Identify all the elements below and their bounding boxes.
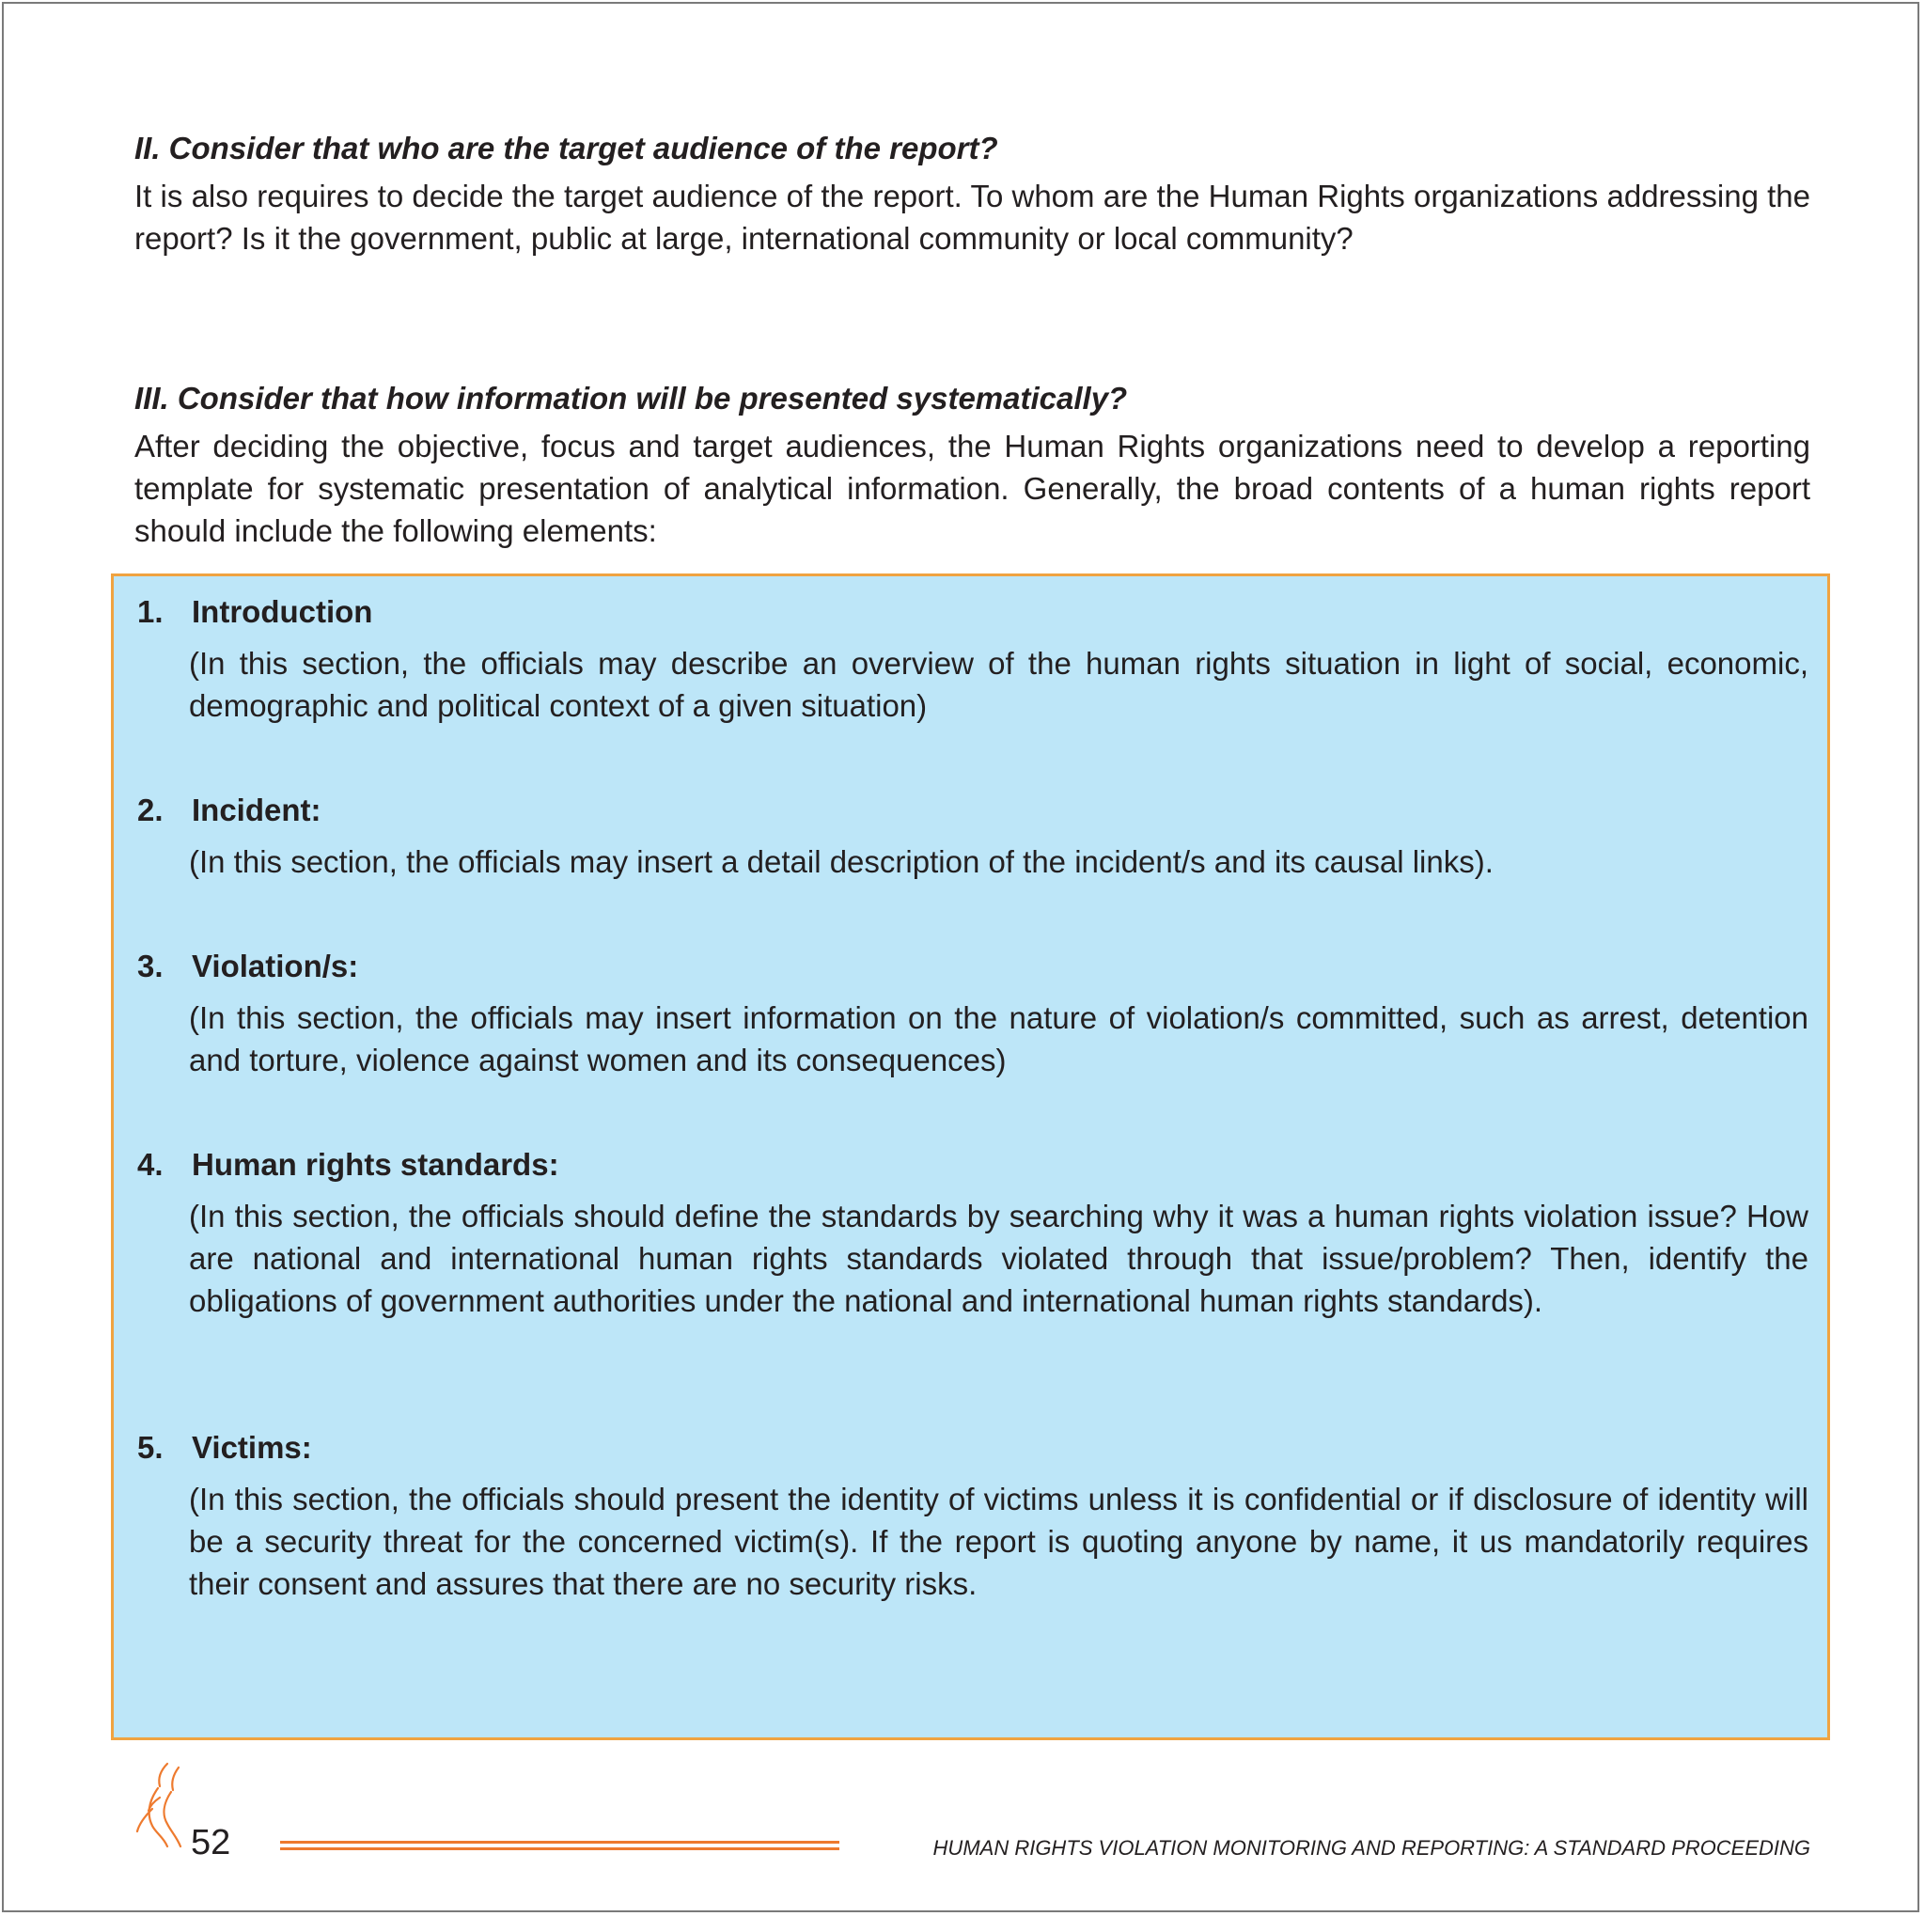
element-description: (In this section, the officials may insert information on the nature of violation/s committed, such as arrest, detention and torture, violence against women and its consequences) [189, 1000, 1808, 1077]
element-title-text: Human rights standards: [192, 1147, 559, 1182]
dancing-figures-logo-icon [132, 1760, 194, 1854]
element-description: (In this section, the officials should define the standards by searching why it was a human rights violation issue? How are national and international human rights standards violated through that issue/problem? Then, identify the obligations of government authorities under the national and international human rights standards). [189, 1199, 1808, 1318]
element-title-text: Introduction [192, 594, 373, 629]
section-heading: II. Consider that who are the target audience of the report? [134, 131, 998, 165]
element-title [137, 946, 1808, 987]
section-heading: III. Consider that how information will be presented systematically? [134, 381, 1128, 416]
element-title [137, 1427, 1808, 1469]
element-description: (In this section, the officials may describe an overview of the human rights situation in light of social, economic, demographic and political context of a given situation) [189, 646, 1808, 723]
element-description: (In this section, the officials may insert a detail description of the incident/s and its causal links). [189, 844, 1494, 879]
element-item-introduction [137, 591, 1808, 727]
element-number: 2. [137, 793, 164, 827]
element-item-violations [137, 946, 1808, 1081]
element-number: 4. [137, 1147, 164, 1182]
element-title [137, 591, 1808, 633]
element-number: 5. [137, 1430, 164, 1465]
report-elements-box [111, 573, 1830, 1740]
section-paragraph: It is also requires to decide the target audience of the report. To whom are the Human Rights organizations addressing the report? Is it the government, public at large, international community or local community? [134, 179, 1810, 256]
element-number: 3. [137, 949, 164, 983]
section-paragraph: After deciding the objective, focus and target audiences, the Human Rights organizations need to develop a reporting template for systematic presentation of analytical information. Generally, the broad contents of a human rights report should include the following elements: [134, 429, 1810, 548]
footer-rule-line [280, 1847, 839, 1850]
element-item-victims [137, 1427, 1808, 1605]
element-item-human-rights-standards [137, 1144, 1808, 1322]
element-title [137, 1144, 1808, 1186]
element-title-text: Violation/s: [192, 949, 359, 983]
element-description: (In this section, the officials should present the identity of victims unless it is confidential or if disclosure of identity will be a security threat for the concerned victim(s). If the report is quoting anyone by name, it us mandatorily requires their consent and assures that there are no security risks. [189, 1482, 1808, 1601]
footer-rule-line [280, 1841, 839, 1844]
running-title: HUMAN RIGHTS VIOLATION MONITORING AND REPORTING: A STANDARD PROCEEDING [932, 1836, 1810, 1860]
section-systematic-presentation [134, 378, 1810, 552]
element-number: 1. [137, 594, 164, 629]
section-target-audience [134, 128, 1810, 259]
footer-double-rule [280, 1841, 839, 1850]
element-item-incident [137, 790, 1808, 883]
element-title [137, 790, 1808, 831]
element-title-text: Incident: [192, 793, 321, 827]
element-title-text: Victims: [192, 1430, 312, 1465]
page-number: 52 [191, 1823, 231, 1862]
